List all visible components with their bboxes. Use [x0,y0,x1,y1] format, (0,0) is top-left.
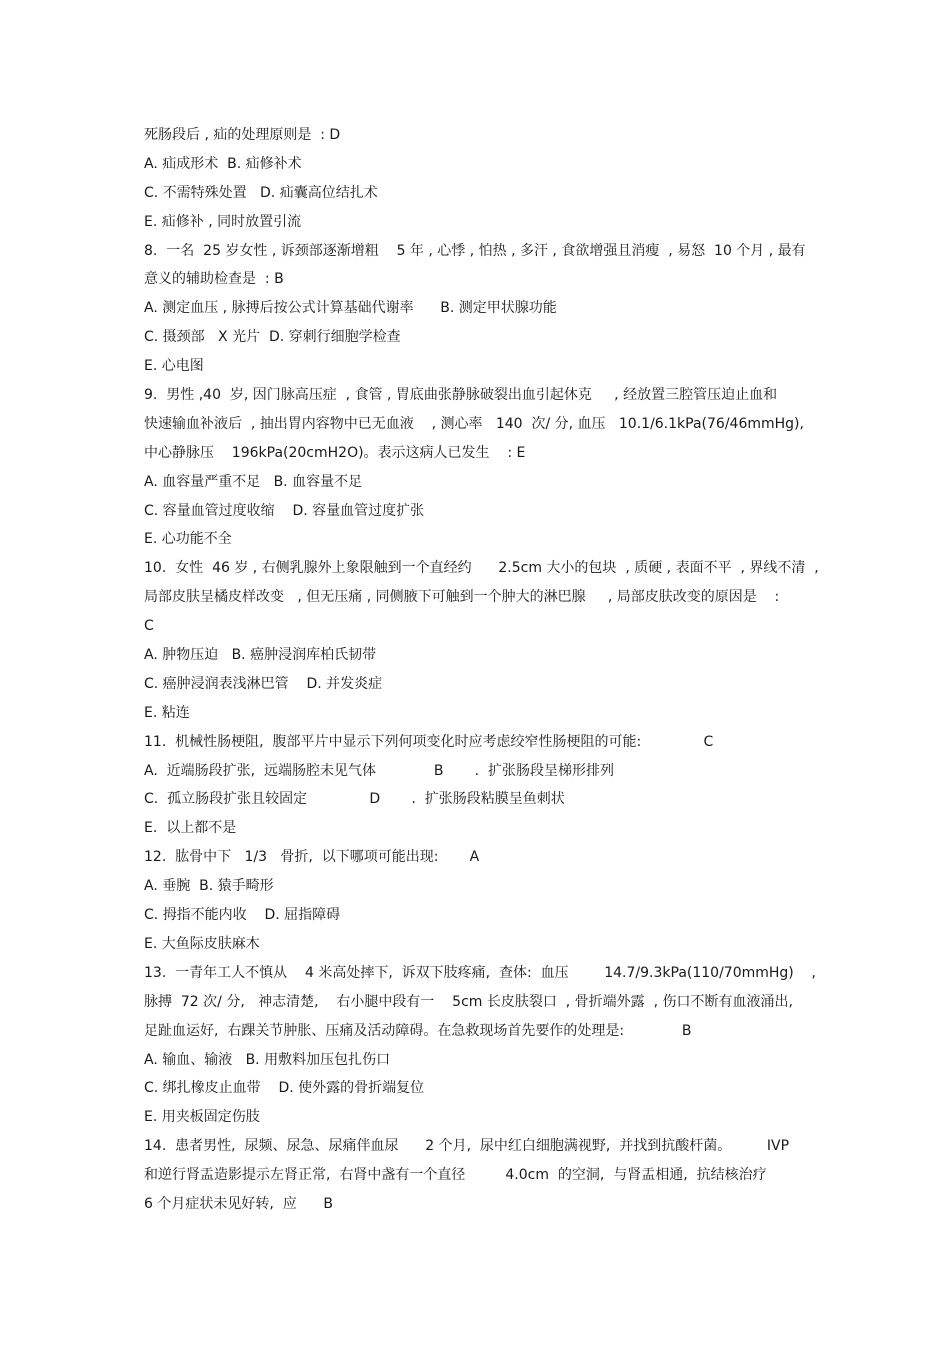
option-line: C. 拇指不能内收 D. 屈指障碍 [144,907,341,924]
text-line: E. 疝修补 , 同时放置引流 [144,213,302,230]
question-line: 10. 女性 46 岁 , 右侧乳腺外上象限触到一个直经约 2.5cm 大小的包块 , 质硬 , 表面不平 , 界线不清 , [144,560,819,577]
text-line: 死肠段后 , 疝的处理原则是 : D [144,127,341,143]
question-line: 9. 男性 ,40 岁, 因门脉高压症 , 食管 , 胃底曲张静脉破裂出血引起休克 , 经放置三腔管压迫止血和 [144,387,778,404]
option-line: E. 大鱼际皮肤麻木 [144,935,260,952]
text-line: 中心静脉压 196kPa(20cmH2O)。表示这病人已发生 : E [144,444,526,461]
text-line: 意义的辅助检查是 : B [144,271,284,288]
text-line: 足趾血运好, 右踝关节肿胀、压痛及活动障碍。在急救现场首先要作的处理是: B [144,1022,692,1039]
text-line: 快速输血补液后 , 抽出胃内容物中已无血液 , 测心率 140 次/ 分, 血压 10.1/6.1kPa(76/46mmHg), [144,415,804,432]
option-line: E. 以上都不是 [144,820,237,837]
question-line: 8. 一名 25 岁女性 , 诉颈部逐渐增粗 5 年 , 心悸 , 怕热 , 多汗 , 食欲增强且消瘦 , 易怒 10 个月 , 最有 [144,242,806,259]
option-line: C. 摄颈部 X 光片 D. 穿刺行细胞学检查 [144,329,401,346]
option-line: A. 血容量严重不足 B. 血容量不足 [144,473,363,490]
text-line: 脉搏 72 次/ 分, 神志清楚, 右小腿中段有一 5cm 长皮肤裂口 , 骨折端外露 , 伤口不断有血液涌出, [144,993,793,1010]
option-line: A. 肿物压迫 B. 癌肿浸润库柏氏韧带 [144,647,377,664]
option-line: E. 心电图 [144,358,204,375]
question-line: 14. 患者男性, 尿频、尿急、尿痛伴血尿 2 个月, 尿中红白细胞满视野, 并找到抗酸杆菌。 IVP [144,1138,790,1155]
option-line: A. 输血、输液 B. 用敷料加压包扎伤口 [144,1051,391,1068]
option-line: E. 用夹板固定伤肢 [144,1109,260,1126]
text-line: C. 不需特殊处置 D. 疝囊高位结扎术 [144,184,378,201]
option-line: C. 孤立肠段扩张且较固定 D . 扩张肠段粘膜呈鱼刺状 [144,791,565,808]
option-line: A. 近端肠段扩张, 远端肠腔未见气体 B . 扩张肠段呈梯形排列 [144,762,614,779]
option-line: E. 心功能不全 [144,531,232,548]
text-line: 6 个月症状未见好转, 应 B [144,1195,334,1212]
option-line: E. 粘连 [144,704,190,721]
option-line: C. 绑扎橡皮止血带 D. 使外露的骨折端复位 [144,1080,425,1097]
option-line: C. 容量血管过度收缩 D. 容量血管过度扩张 [144,502,425,519]
text-line: A. 疝成形术 B. 疝修补术 [144,155,302,172]
question-line: 11. 机械性肠梗阻, 腹部平片中显示下列何项变化时应考虑绞窄性肠梗阻的可能: C [144,733,714,750]
text-line: 和逆行肾盂造影提示左肾正常, 右肾中盏有一个直径 4.0cm 的空洞, 与肾盂相通, 抗结核治疗 [144,1167,767,1184]
question-line: 12. 肱骨中下 1/3 骨折, 以下哪项可能出现: A [144,849,480,866]
text-line: C [144,618,154,635]
document-body [144,121,844,1219]
text-line: 局部皮肤呈橘皮样改变 , 但无压痛 , 同侧腋下可触到一个肿大的淋巴腺 , 局部皮肤改变的原因是 : [144,589,780,606]
question-line: 13. 一青年工人不慎从 4 米高处摔下, 诉双下肢疼痛, 查体: 血压 14.7/9.3kPa(110/70mmHg) , [144,964,817,981]
option-line: C. 癌肿浸润表浅淋巴管 D. 并发炎症 [144,675,383,692]
option-line: A. 测定血压 , 脉搏后按公式计算基础代谢率 B. 测定甲状腺功能 [144,300,557,317]
option-line: A. 垂腕 B. 猿手畸形 [144,878,274,895]
